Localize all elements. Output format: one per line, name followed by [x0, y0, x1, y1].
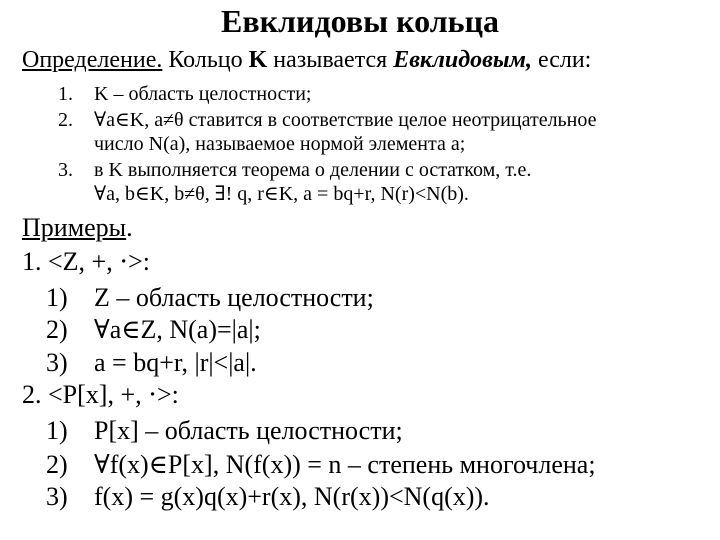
- condition-number: 1.: [58, 83, 73, 105]
- item-text: ∀a∈Z, N(a)=|a|;: [94, 315, 261, 344]
- definition-label: Определение.: [22, 47, 163, 73]
- item-number: 3): [46, 482, 68, 511]
- item-text: Z – область целостности;: [94, 283, 374, 312]
- page-title: Евклидовы кольца: [220, 3, 499, 39]
- item-text: P[x] – область целостности;: [94, 416, 403, 445]
- condition-text-continued: ∀a, b∈K, b≠θ, ∃! q, r∈K, a = bq+r, N(r)<N(b).: [94, 183, 469, 205]
- definition-text-after: если:: [531, 47, 592, 73]
- example-2-header: 2. <P[x], +, ⋅>:: [22, 380, 179, 409]
- item-number: 2): [46, 315, 68, 344]
- condition-text-continued: число N(a), называемое нормой элемента a;: [94, 133, 466, 155]
- example-1-item-2: [46, 314, 261, 346]
- definition-text-middle: называется: [267, 47, 394, 73]
- item-text: ∀f(x)∈P[x], N(f(x)) = n – степень многочлена;: [94, 450, 596, 479]
- condition-number: 3.: [58, 159, 73, 181]
- condition-text: ∀a∈K, a≠θ ставится в соответствие целое неотрицательное: [94, 109, 597, 131]
- item-text: f(x) = g(x)q(x)+r(x), N(r(x))<N(q(x)).: [94, 482, 490, 511]
- examples-heading-text: Примеры: [22, 213, 127, 242]
- item-number: 2): [46, 450, 68, 479]
- example-2-item-3: [46, 481, 490, 513]
- definition-term: Евклидовым,: [393, 47, 532, 73]
- example-1-item-1: [46, 282, 374, 314]
- item-number: 3): [46, 348, 68, 377]
- condition-number: 2.: [58, 109, 73, 131]
- definition-text-before: Кольцо: [162, 47, 249, 73]
- example-2-item-1: [46, 415, 403, 447]
- item-number: 1): [46, 283, 68, 312]
- definition-line: [22, 44, 712, 76]
- example-1-item-3: [46, 347, 257, 379]
- example-1-header: 1. <Z, +, ⋅>:: [22, 247, 150, 276]
- condition-text: K – область целостности;: [94, 83, 312, 105]
- definition-ring: K: [248, 47, 268, 73]
- examples-heading-punct: .: [126, 213, 133, 242]
- item-number: 1): [46, 416, 68, 445]
- example-2-item-2: [46, 449, 596, 481]
- condition-text: в K выполняется теорема о делении с остатком, т.е.: [94, 159, 532, 181]
- item-text: a = bq+r, |r|<|a|.: [94, 348, 257, 377]
- examples-heading: [22, 212, 133, 244]
